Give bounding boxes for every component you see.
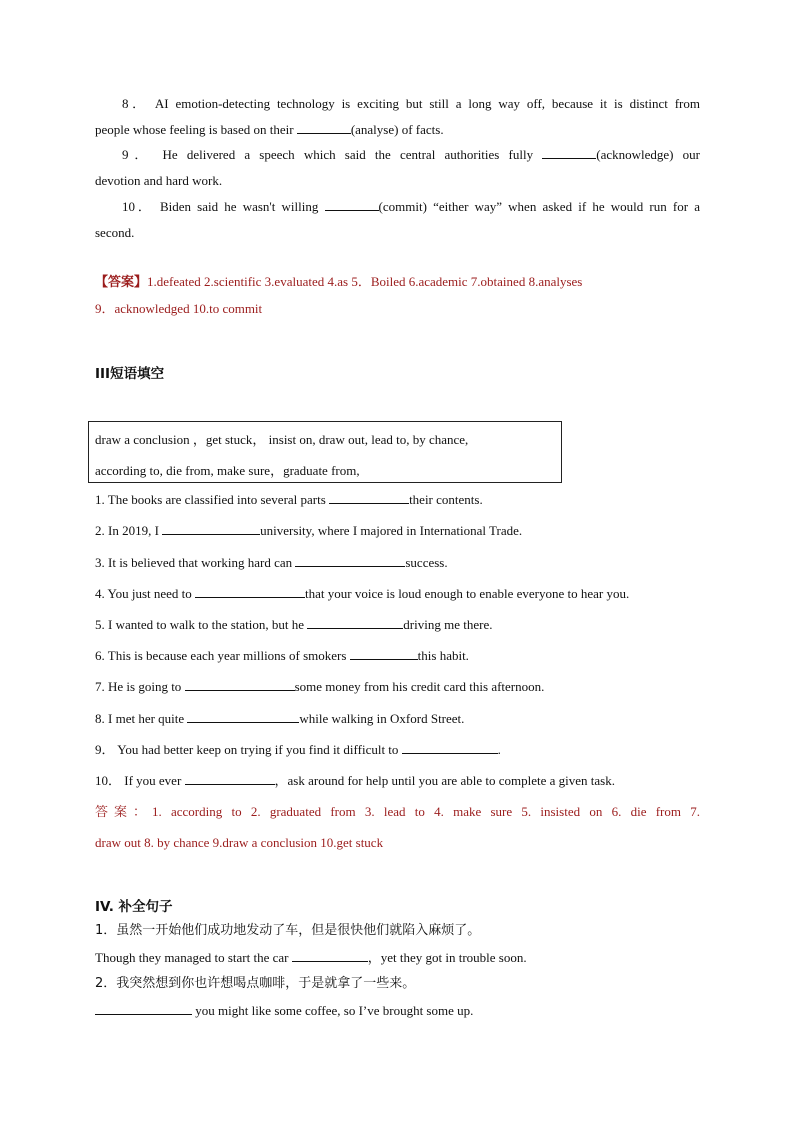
p3-q6: 6. This is because each year millions of smokers this habit. bbox=[95, 648, 469, 663]
answer-blank[interactable] bbox=[297, 121, 351, 134]
q9-line1: 9． He delivered a speech which said the central authorities fully (acknowledge) our bbox=[122, 147, 700, 162]
p4-q1-chinese: 1．虽然一开始他们成功地发动了车，但是很快他们就陷入麻烦了。 bbox=[95, 923, 481, 938]
answer-blank[interactable] bbox=[402, 741, 498, 754]
p4-q2-english: you might like some coffee, so I’ve brought some up. bbox=[95, 1002, 473, 1020]
q8-line2: people whose feeling is based on their (analyse) of facts. bbox=[95, 122, 444, 137]
q10-line1: 10． Biden said he wasn't willing (commit) “either way” when asked if he would run for a bbox=[122, 199, 700, 214]
answer-blank[interactable] bbox=[292, 949, 368, 962]
answer-blank[interactable] bbox=[162, 522, 260, 535]
q10-line2: second. bbox=[95, 225, 135, 240]
part2-answers-line1: 【答案】1.defeated 2.scientific 3.evaluated 4.as 5．Boiled 6.academic 7.obtained 8.analyses bbox=[95, 274, 583, 290]
answer-blank[interactable] bbox=[542, 146, 596, 159]
answer-blank[interactable] bbox=[329, 491, 409, 504]
section-title-complete-sentences: IV. 补全句子 bbox=[95, 899, 173, 915]
p3-q5: 5. I wanted to walk to the station, but he driving me there. bbox=[95, 617, 493, 632]
p3-q8: 8. I met her quite while walking in Oxford Street. bbox=[95, 711, 465, 726]
phrase-bank-row-1: draw a conclusion ，get stuck， insist on, draw out, lead to, by chance, bbox=[95, 432, 469, 447]
answer-blank[interactable] bbox=[195, 585, 305, 598]
p4-q1-english: Though they managed to start the car ，yet they got in trouble soon. bbox=[95, 950, 527, 965]
p3-q9: 9． You had better keep on trying if you find it difficult to . bbox=[95, 742, 501, 757]
p3-q10: 10． If you ever ，ask around for help until you are able to complete a given task. bbox=[95, 773, 615, 788]
p3-q1: 1. The books are classified into several parts their contents. bbox=[95, 492, 483, 507]
answer-blank[interactable] bbox=[350, 647, 418, 660]
answer-blank[interactable] bbox=[325, 198, 379, 211]
answer-blank[interactable] bbox=[95, 1002, 192, 1015]
answer-blank[interactable] bbox=[295, 554, 405, 567]
p3-q7: 7. He is going to some money from his credit card this afternoon. bbox=[95, 679, 545, 694]
part3-answers-line2: draw out 8. by chance 9.draw a conclusion 10.get stuck bbox=[95, 835, 384, 850]
p3-q4: 4. You just need to that your voice is loud enough to enable everyone to hear you. bbox=[95, 586, 630, 601]
p3-q3: 3. It is believed that working hard can success. bbox=[95, 555, 448, 570]
answer-blank[interactable] bbox=[185, 772, 275, 785]
section-title-phrases: III短语填空 bbox=[95, 366, 165, 382]
answer-blank[interactable] bbox=[307, 616, 403, 629]
part3-answers-line1: 答案：1. according to 2. graduated from 3. lead to 4. make sure 5. insisted on 6. die from 7. bbox=[95, 804, 700, 819]
q8-line1: 8． AI emotion-detecting technology is exciting but still a long way off, because it is distinct from bbox=[122, 96, 700, 111]
part2-answers-line2: 9．acknowledged 10.to commit bbox=[95, 301, 263, 316]
q9-line2: devotion and hard work. bbox=[95, 173, 223, 188]
answer-label: 【答案】 bbox=[95, 275, 148, 290]
answer-blank[interactable] bbox=[185, 678, 295, 691]
answer-blank[interactable] bbox=[187, 710, 299, 723]
phrase-bank-row-2: according to, die from, make sure，graduate from, bbox=[95, 463, 360, 478]
p4-q2-chinese: 2．我突然想到你也许想喝点咖啡，于是就拿了一些来。 bbox=[95, 976, 416, 991]
phrase-bank-box bbox=[88, 421, 562, 483]
p3-q2: 2. In 2019, I university, where I majored in International Trade. bbox=[95, 523, 523, 538]
